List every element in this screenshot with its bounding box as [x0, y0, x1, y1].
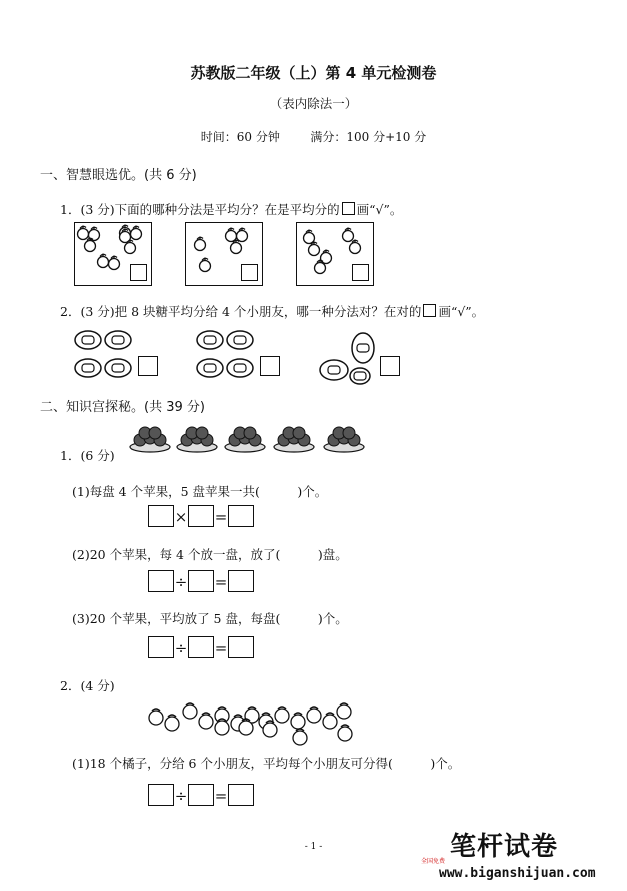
fruit-icon — [109, 256, 120, 270]
orange-icon — [291, 715, 305, 729]
candy-icon — [354, 372, 366, 380]
candy-icon — [234, 336, 246, 344]
candy-icon — [112, 364, 124, 372]
question-2-1-sub2: (2)20 个苹果，每 4 个放一盘，放了( )盘。 — [72, 547, 348, 562]
orange-icon — [199, 715, 213, 729]
orange-icon — [293, 731, 307, 745]
equation-box-2b[interactable] — [188, 570, 214, 592]
brand-logo: 笔杆试卷 — [450, 832, 559, 862]
divide-sign: ÷ — [174, 787, 188, 805]
apple-icon — [196, 427, 208, 439]
fruit-icon — [98, 254, 109, 268]
equals-sign: = — [214, 573, 228, 591]
orange-icon — [323, 715, 337, 729]
question-2-1-label: 1．(6 分) — [60, 448, 115, 463]
page-subtitle: （表内除法一） — [269, 96, 358, 111]
orange-icon — [337, 705, 351, 719]
candy-icon — [204, 336, 216, 344]
candy-icon — [234, 364, 246, 372]
equation-box-4a[interactable] — [148, 784, 174, 806]
orange-icon — [215, 721, 229, 735]
answer-box-icon — [423, 304, 436, 317]
equation-box-4c[interactable] — [228, 784, 254, 806]
fruit-icon — [200, 258, 211, 272]
fruit-icon — [237, 228, 248, 242]
section-1-heading: 一、智慧眼选优。(共 6 分) — [40, 168, 197, 183]
question-2-1-sub3: (3)20 个苹果，平均放了 5 盘，每盘( )个。 — [72, 611, 348, 626]
question-2-2-sub1: (1)18 个橘子，分给 6 个小朋友，平均每个小朋友可分得( )个。 — [72, 756, 461, 771]
equals-sign: = — [214, 639, 228, 657]
candy-icon — [204, 364, 216, 372]
orange-icon — [307, 709, 321, 723]
section-2-heading: 二、知识宫探秘。(共 39 分) — [40, 400, 205, 415]
apple-icon — [343, 427, 355, 439]
candy-answer-box-a[interactable] — [138, 356, 158, 376]
question-text-end: 画“√”。 — [356, 202, 403, 217]
fruit-icon — [195, 237, 206, 251]
equation-box-3a[interactable] — [148, 636, 174, 658]
divide-sign: ÷ — [174, 639, 188, 657]
candy-icon — [82, 364, 94, 372]
fruit-icon — [304, 230, 315, 244]
fruit-icon — [226, 228, 237, 242]
candy-answer-box-b[interactable] — [260, 356, 280, 376]
question-1-2 — [60, 302, 484, 320]
equation-box-3b[interactable] — [188, 636, 214, 658]
question-2-1-sub1: (1)每盘 4 个苹果，5 盘苹果一共( )个。 — [72, 484, 328, 499]
equation-box-1a[interactable] — [148, 505, 174, 527]
orange-icon — [165, 717, 179, 731]
divide-sign: ÷ — [174, 573, 188, 591]
fruit-icon — [350, 240, 361, 254]
fruit-icon — [343, 228, 354, 242]
orange-icon — [183, 705, 197, 719]
fruit-icon — [78, 226, 89, 240]
equation-box-1b[interactable] — [188, 505, 214, 527]
apple-icon — [244, 427, 256, 439]
page-title: 苏教版二年级（上）第 4 单元检测卷 — [190, 64, 437, 82]
orange-icon — [275, 709, 289, 723]
equation-box-4b[interactable] — [188, 784, 214, 806]
candy-answer-box-c[interactable] — [380, 356, 400, 376]
apple-icon — [149, 427, 161, 439]
orange-icon — [263, 723, 277, 737]
equation-box-2c[interactable] — [228, 570, 254, 592]
times-sign: × — [174, 508, 188, 526]
equation-box-2a[interactable] — [148, 570, 174, 592]
orange-icon — [239, 721, 253, 735]
candy-icon — [357, 344, 369, 352]
question-2-2-label: 2．(4 分) — [60, 678, 115, 693]
apple-icon — [293, 427, 305, 439]
page-number: - 1 - — [304, 842, 323, 852]
equation-box-3c[interactable] — [228, 636, 254, 658]
candy-icon — [112, 336, 124, 344]
question-text: 2．(3 分)把 8 块糖平均分给 4 个小朋友，哪一种分法对？在对的 — [60, 304, 422, 319]
equals-sign: = — [214, 508, 228, 526]
question-text: 1．(3 分)下面的哪种分法是平均分？在是平均分的 — [60, 202, 340, 217]
exam-score: 满分：100 分+10 分 — [310, 130, 427, 144]
equation-box-1c[interactable] — [228, 505, 254, 527]
candy-icon — [82, 336, 94, 344]
exam-time: 时间：60 分钟 — [200, 130, 280, 144]
brand-tagline: 全国免费 — [421, 858, 446, 865]
candy-icon — [328, 366, 340, 374]
site-url: www.biganshijuan.com — [439, 866, 596, 881]
orange-icon — [149, 711, 163, 725]
question-text-end: 画“√”。 — [438, 304, 485, 319]
equals-sign: = — [214, 787, 228, 805]
orange-icon — [338, 727, 352, 741]
fruit-icon — [131, 226, 142, 240]
